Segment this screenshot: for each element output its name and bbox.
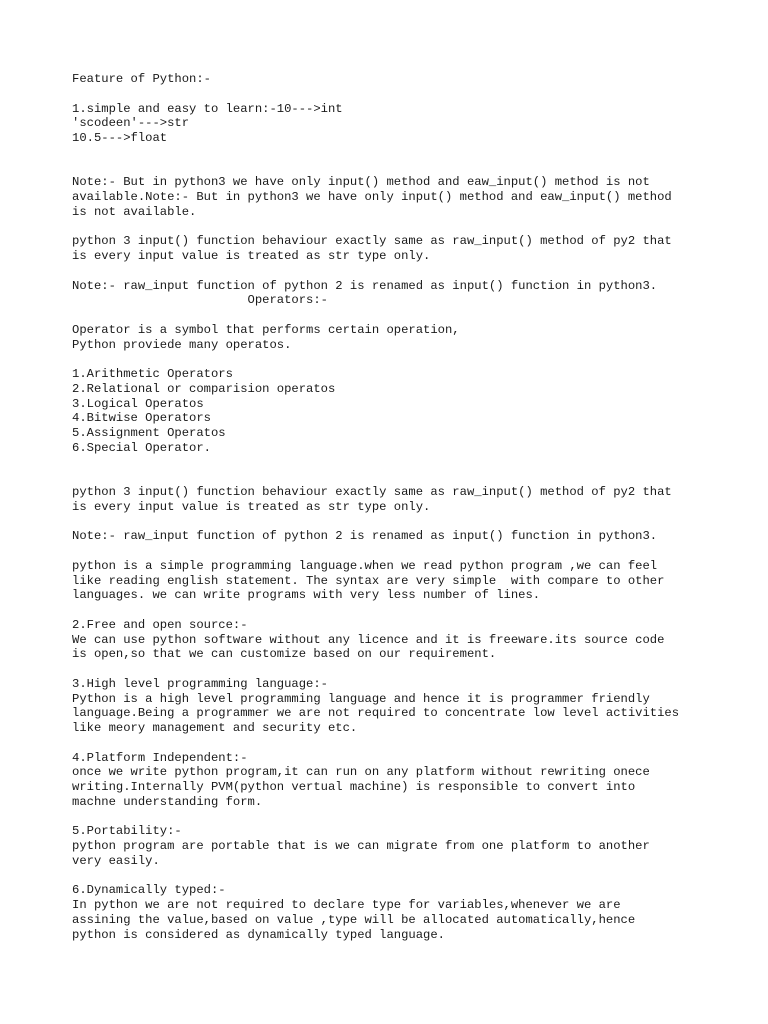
document-line: [72, 456, 712, 471]
document-line: [72, 161, 712, 176]
document-line: 4.Platform Independent:-: [72, 750, 248, 765]
document-line: [72, 146, 712, 161]
document-line: [72, 220, 712, 235]
document-line: 2.Relational or comparision operatos: [72, 381, 336, 396]
document-line: is open,so that we can customize based on our requirement.: [72, 647, 497, 662]
document-line: Operators:-: [72, 293, 328, 308]
document-line: is not available.: [72, 204, 197, 219]
document-line: assining the value,based on value ,type will be allocated automatically,hence: [72, 912, 636, 927]
document-line: 5.Portability:-: [72, 824, 182, 839]
document-line: [72, 869, 712, 884]
document-line: 4.Bitwise Operators: [72, 411, 211, 426]
document-line: Operator is a symbol that performs certain operation,: [72, 322, 460, 337]
document-line: 'scodeen'--->str: [72, 116, 190, 131]
document-line: languages. we can write programs with very less number of lines.: [72, 588, 541, 603]
document-line: python 3 input() function behaviour exactly same as raw_input() method of py2 that: [72, 234, 672, 249]
document-line: python is a simple programming language.when we read python program ,we can feel: [72, 558, 658, 573]
document-line: [72, 470, 712, 485]
document-line: 2.Free and open source:-: [72, 617, 248, 632]
document-line: [72, 603, 712, 618]
document-line: like reading english statement. The syntax are very simple with compare to other: [72, 573, 665, 588]
document-line: 3.Logical Operatos: [72, 396, 204, 411]
document-line: [72, 662, 712, 677]
document-line: [72, 87, 712, 102]
document-line: [72, 736, 712, 751]
document-line: [72, 515, 712, 530]
document-line: is every input value is treated as str type only.: [72, 249, 431, 263]
document-line: 6.Special Operator.: [72, 440, 211, 455]
document-line: Note:- raw_input function of python 2 is renamed as input() function in python3.: [72, 278, 658, 293]
document-line: Note:- raw_input function of python 2 is renamed as input() function in python3.: [72, 529, 658, 544]
document-line: writing.Internally PVM(python vertual machine) is responsible to convert into: [72, 780, 636, 794]
document-line: [72, 264, 712, 279]
document-line: once we write python program,it can run on any platform without rewriting onece: [72, 765, 650, 780]
document-line: [72, 810, 712, 825]
document-line: 3.High level programming language:-: [72, 676, 328, 691]
document-line: [72, 352, 712, 367]
document-line: [72, 308, 712, 323]
document-line: 5.Assignment Operatos: [72, 426, 226, 440]
document-line: We can use python software without any licence and it is freeware.its source code: [72, 632, 665, 647]
document-line: like meory management and security etc.: [72, 721, 358, 735]
document-line: is every input value is treated as str type only.: [72, 499, 431, 514]
document-line: machne understanding form.: [72, 794, 263, 809]
document-line: available.Note:- But in python3 we have only input() method and eaw_input() method: [72, 190, 672, 204]
document-line: Python proviede many operatos.: [72, 337, 292, 352]
document-line: language.Being a programmer we are not required to concentrate low level activities: [72, 706, 680, 721]
document-line: python is considered as dynamically typed language.: [72, 927, 445, 942]
document-line: Python is a high level programming language and hence it is programmer friendly: [72, 691, 650, 706]
document-line: In python we are not required to declare type for variables,whenever we are: [72, 898, 621, 912]
document-line: 1.Arithmetic Operators: [72, 367, 233, 381]
document-line: 6.Dynamically typed:-: [72, 883, 226, 898]
document-line: [72, 544, 712, 559]
document-line: 1.simple and easy to learn:-10--->int: [72, 101, 343, 116]
document-line: very easily.: [72, 853, 160, 868]
document-line: python 3 input() function behaviour exactly same as raw_input() method of py2 that: [72, 485, 672, 499]
document-line: Feature of Python:-: [72, 72, 211, 86]
document-line: Note:- But in python3 we have only input() method and eaw_input() method is not: [72, 175, 650, 190]
document-line: python program are portable that is we can migrate from one platform to another: [72, 839, 650, 853]
document-line: 10.5--->float: [72, 131, 168, 145]
document-text: [72, 72, 712, 942]
